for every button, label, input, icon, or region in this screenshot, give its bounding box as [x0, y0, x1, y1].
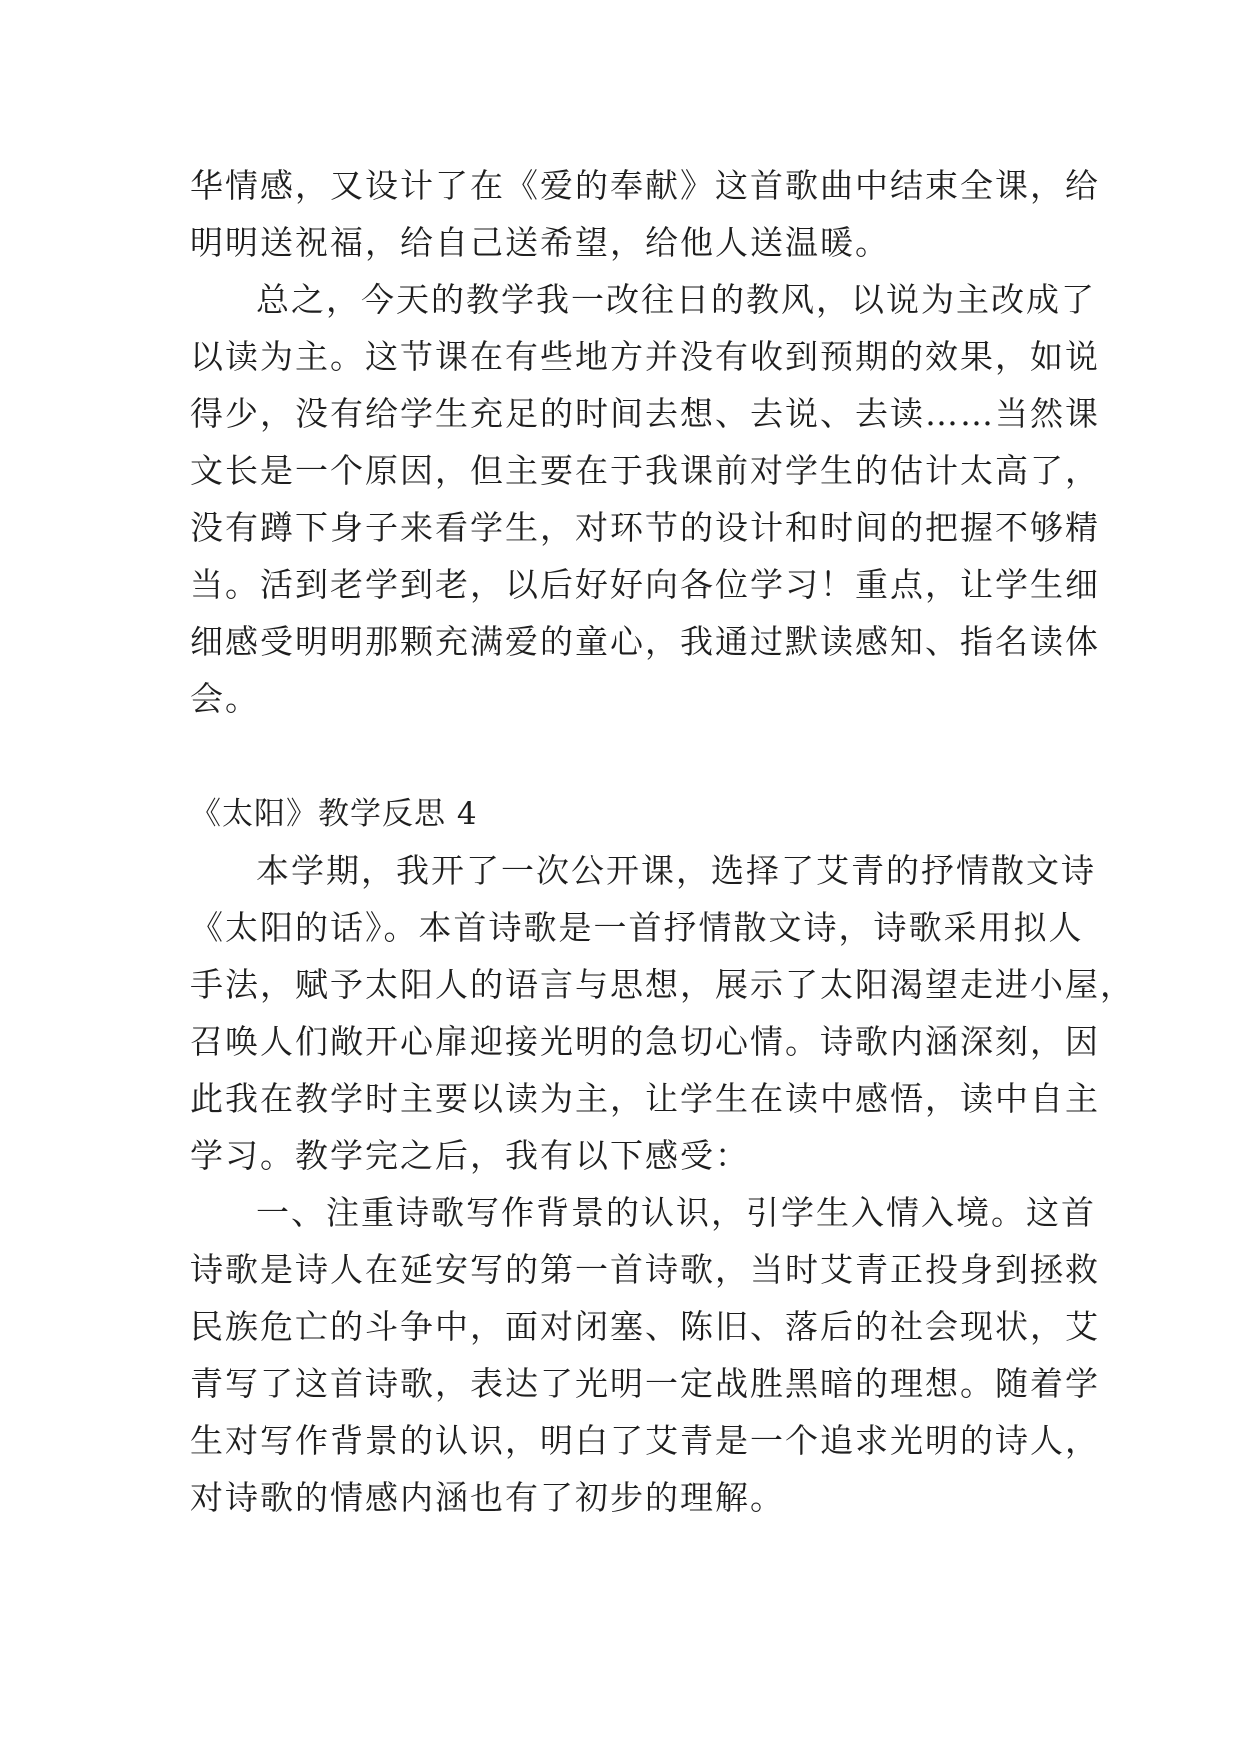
paragraph-line: 以读为主。这节课在有些地方并没有收到预期的效果，如说 — [190, 337, 1100, 376]
paragraph-line: 诗歌是诗人在延安写的第一首诗歌，当时艾青正投身到拯救 — [190, 1250, 1100, 1289]
paragraph-line: 细感受明明那颗充满爱的童心，我通过默读感知、指名读体 — [190, 622, 1100, 661]
paragraph-line: 华情感，又设计了在《爱的奉献》这首歌曲中结束全课，给 — [190, 166, 1100, 205]
paragraph-line: 民族危亡的斗争中，面对闭塞、陈旧、落后的社会现状，艾 — [190, 1307, 1100, 1346]
section-title: 《太阳》教学反思 4 — [190, 796, 478, 832]
paragraph-line: 会。 — [190, 679, 260, 718]
paragraph-line: 对诗歌的情感内涵也有了初步的理解。 — [190, 1478, 785, 1517]
paragraph-line: 《太阳的话》。本首诗歌是一首抒情散文诗，诗歌采用拟人 — [190, 908, 1084, 947]
paragraph-line: 本学期，我开了一次公开课，选择了艾青的抒情散文诗 — [256, 851, 1096, 890]
paragraph-line: 青写了这首诗歌，表达了光明一定战胜黑暗的理想。随着学 — [190, 1364, 1100, 1403]
paragraph-line: 文长是一个原因，但主要在于我课前对学生的估计太高了， — [190, 451, 1100, 490]
paragraph-line: 总之，今天的教学我一改往日的教风，以说为主改成了 — [256, 280, 1096, 319]
paragraph-line: 学习。教学完之后，我有以下感受： — [190, 1136, 750, 1175]
paragraph-line: 生对写作背景的认识，明白了艾青是一个追求光明的诗人， — [190, 1421, 1100, 1460]
paragraph-line: 得少，没有给学生充足的时间去想、去说、去读……当然课 — [190, 394, 1100, 433]
paragraph-line: 当。活到老学到老，以后好好向各位学习！重点，让学生细 — [190, 565, 1100, 604]
paragraph-line: 此我在教学时主要以读为主，让学生在读中感悟，读中自主 — [190, 1079, 1100, 1118]
paragraph-line: 没有蹲下身子来看学生，对环节的设计和时间的把握不够精 — [190, 508, 1100, 547]
paragraph-line: 明明送祝福，给自己送希望，给他人送温暖。 — [190, 223, 890, 262]
paragraph-line: 召唤人们敞开心扉迎接光明的急切心情。诗歌内涵深刻，因 — [190, 1022, 1100, 1061]
paragraph-line: 一、注重诗歌写作背景的认识，引学生入情入境。这首 — [256, 1193, 1096, 1232]
paragraph-line: 手法，赋予太阳人的语言与思想，展示了太阳渴望走进小屋， — [190, 965, 1135, 1004]
